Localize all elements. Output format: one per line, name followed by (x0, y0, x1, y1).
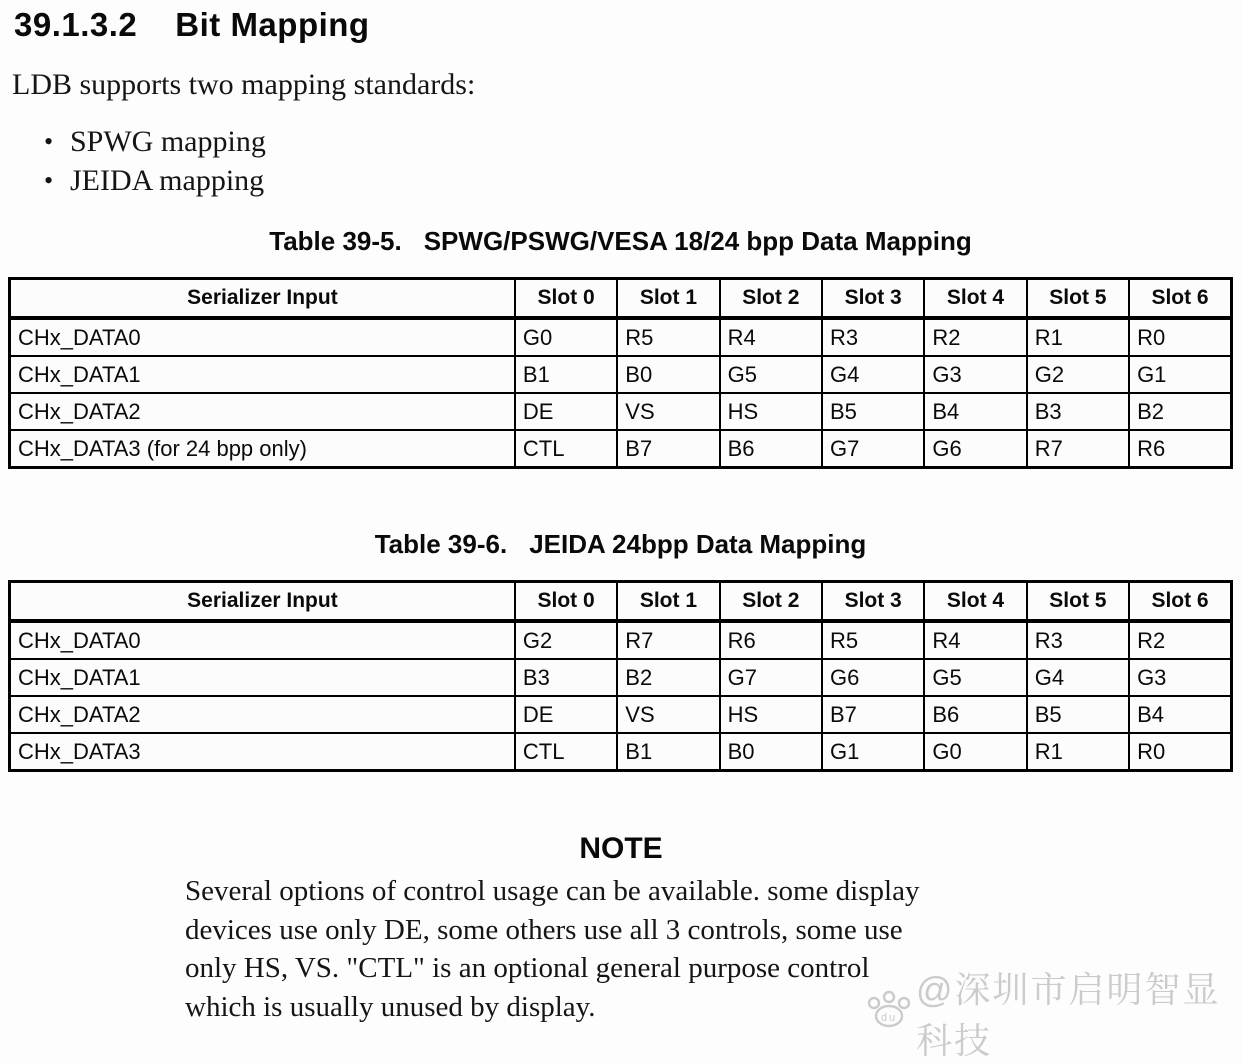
slot-cell: B4 (1129, 696, 1231, 733)
slot-cell: R0 (1129, 733, 1231, 771)
note-title: NOTE (579, 832, 663, 865)
slot-cell: G6 (822, 659, 924, 696)
serializer-input-cell: CHx_DATA1 (10, 659, 515, 696)
column-header: Slot 0 (515, 279, 617, 319)
watermark (866, 962, 1242, 1064)
slot-cell: DE (515, 393, 617, 430)
column-header: Slot 5 (1027, 279, 1129, 319)
intro-text: LDB supports two mapping standards: (12, 68, 476, 101)
table-row (10, 318, 1232, 356)
slot-cell: HS (720, 696, 822, 733)
serializer-input-cell: CHx_DATA0 (10, 318, 515, 356)
slot-cell: VS (617, 393, 719, 430)
slot-cell: B1 (617, 733, 719, 771)
slot-cell: B3 (515, 659, 617, 696)
slot-cell: R4 (924, 621, 1026, 659)
column-header: Slot 1 (617, 279, 719, 319)
serializer-input-cell: CHx_DATA3 (for 24 bpp only) (10, 430, 515, 468)
slot-cell: G2 (515, 621, 617, 659)
serializer-input-cell: CHx_DATA2 (10, 393, 515, 430)
slot-cell: DE (515, 696, 617, 733)
serializer-input-cell: CHx_DATA1 (10, 356, 515, 393)
slot-cell: R3 (1027, 621, 1129, 659)
slot-cell: R2 (924, 318, 1026, 356)
slot-cell: R3 (822, 318, 924, 356)
paw-print-icon (866, 987, 912, 1040)
table-row (10, 430, 1232, 468)
column-header: Slot 1 (617, 582, 719, 622)
slot-cell: G4 (822, 356, 924, 393)
slot-cell: B6 (720, 430, 822, 468)
table-row (10, 659, 1232, 696)
table-39-6-title (8, 529, 1233, 560)
slot-cell: G4 (1027, 659, 1129, 696)
slot-cell: B7 (822, 696, 924, 733)
slot-cell: VS (617, 696, 719, 733)
section-number: 39.1.3.2 (14, 6, 138, 43)
table-39-5-name: SPWG/PSWG/VESA 18/24 bpp Data Mapping (423, 226, 972, 256)
slot-cell: CTL (515, 430, 617, 468)
slot-cell: G3 (924, 356, 1026, 393)
slot-cell: B7 (617, 430, 719, 468)
slot-cell: B6 (924, 696, 1026, 733)
list-item-jeida: • JEIDA mapping (44, 161, 266, 200)
table-row (10, 356, 1232, 393)
slot-cell: R2 (1129, 621, 1231, 659)
slot-cell: G5 (924, 659, 1026, 696)
slot-cell: R6 (1129, 430, 1231, 468)
note-line: which is usually unused by display. (185, 990, 596, 1023)
watermark-text: @深圳市启明智显科技 (916, 969, 1221, 1061)
slot-cell: B2 (617, 659, 719, 696)
slot-cell: B2 (1129, 393, 1231, 430)
slot-cell: R5 (617, 318, 719, 356)
slot-cell: R6 (720, 621, 822, 659)
svg-text:du: du (880, 1011, 898, 1024)
slot-cell: R4 (720, 318, 822, 356)
slot-cell: B0 (720, 733, 822, 771)
slot-cell: G0 (924, 733, 1026, 771)
column-header: Slot 3 (822, 582, 924, 622)
slot-cell: G7 (822, 430, 924, 468)
column-header: Slot 6 (1129, 279, 1231, 319)
table-row (10, 696, 1232, 733)
table-row (10, 621, 1232, 659)
spwg-mapping-table (8, 277, 1233, 469)
list-item-spwg: • SPWG mapping (44, 122, 266, 161)
slot-cell: R7 (1027, 430, 1129, 468)
column-header: Slot 5 (1027, 582, 1129, 622)
slot-cell: CTL (515, 733, 617, 771)
column-header: Slot 0 (515, 582, 617, 622)
slot-cell: B4 (924, 393, 1026, 430)
table-39-6-name: JEIDA 24bpp Data Mapping (529, 529, 867, 559)
slot-cell: G0 (515, 318, 617, 356)
note-line: devices use only DE, some others use all 3 controls, some use (185, 913, 903, 946)
slot-cell: R1 (1027, 733, 1129, 771)
slot-cell: B5 (1027, 696, 1129, 733)
mapping-standards-list (44, 122, 266, 200)
table-header-row (10, 279, 1232, 319)
column-header: Slot 2 (720, 582, 822, 622)
slot-cell: G1 (1129, 356, 1231, 393)
section-title: Bit Mapping (175, 6, 370, 43)
slot-cell: G5 (720, 356, 822, 393)
table-row (10, 393, 1232, 430)
note-line: only HS, VS. "CTL" is an optional general purpose control (185, 952, 870, 984)
slot-cell: G6 (924, 430, 1026, 468)
slot-cell: G2 (1027, 356, 1129, 393)
slot-cell: R1 (1027, 318, 1129, 356)
serializer-input-cell: CHx_DATA3 (10, 733, 515, 771)
serializer-input-cell: CHx_DATA0 (10, 621, 515, 659)
column-header: Serializer Input (10, 582, 515, 622)
slot-cell: G7 (720, 659, 822, 696)
jeida-mapping-table (8, 580, 1233, 772)
column-header: Slot 3 (822, 279, 924, 319)
note-line: Several options of control usage can be available. some display (185, 875, 920, 907)
slot-cell: G1 (822, 733, 924, 771)
column-header: Slot 4 (924, 582, 1026, 622)
column-header: Slot 4 (924, 279, 1026, 319)
slot-cell: G3 (1129, 659, 1231, 696)
slot-cell: B5 (822, 393, 924, 430)
slot-cell: R7 (617, 621, 719, 659)
slot-cell: B0 (617, 356, 719, 393)
serializer-input-cell: CHx_DATA2 (10, 696, 515, 733)
slot-cell: R5 (822, 621, 924, 659)
slot-cell: B3 (1027, 393, 1129, 430)
table-39-5-title (8, 226, 1233, 257)
section-heading (14, 6, 370, 44)
table-39-6-label: Table 39-6. (374, 529, 508, 559)
table-39-5-label: Table 39-5. (269, 226, 402, 256)
column-header: Serializer Input (10, 279, 515, 319)
column-header: Slot 6 (1129, 582, 1231, 622)
slot-cell: R0 (1129, 318, 1231, 356)
slot-cell: HS (720, 393, 822, 430)
column-header: Slot 2 (720, 279, 822, 319)
slot-cell: B1 (515, 356, 617, 393)
table-row (10, 733, 1232, 771)
table-header-row (10, 582, 1232, 622)
